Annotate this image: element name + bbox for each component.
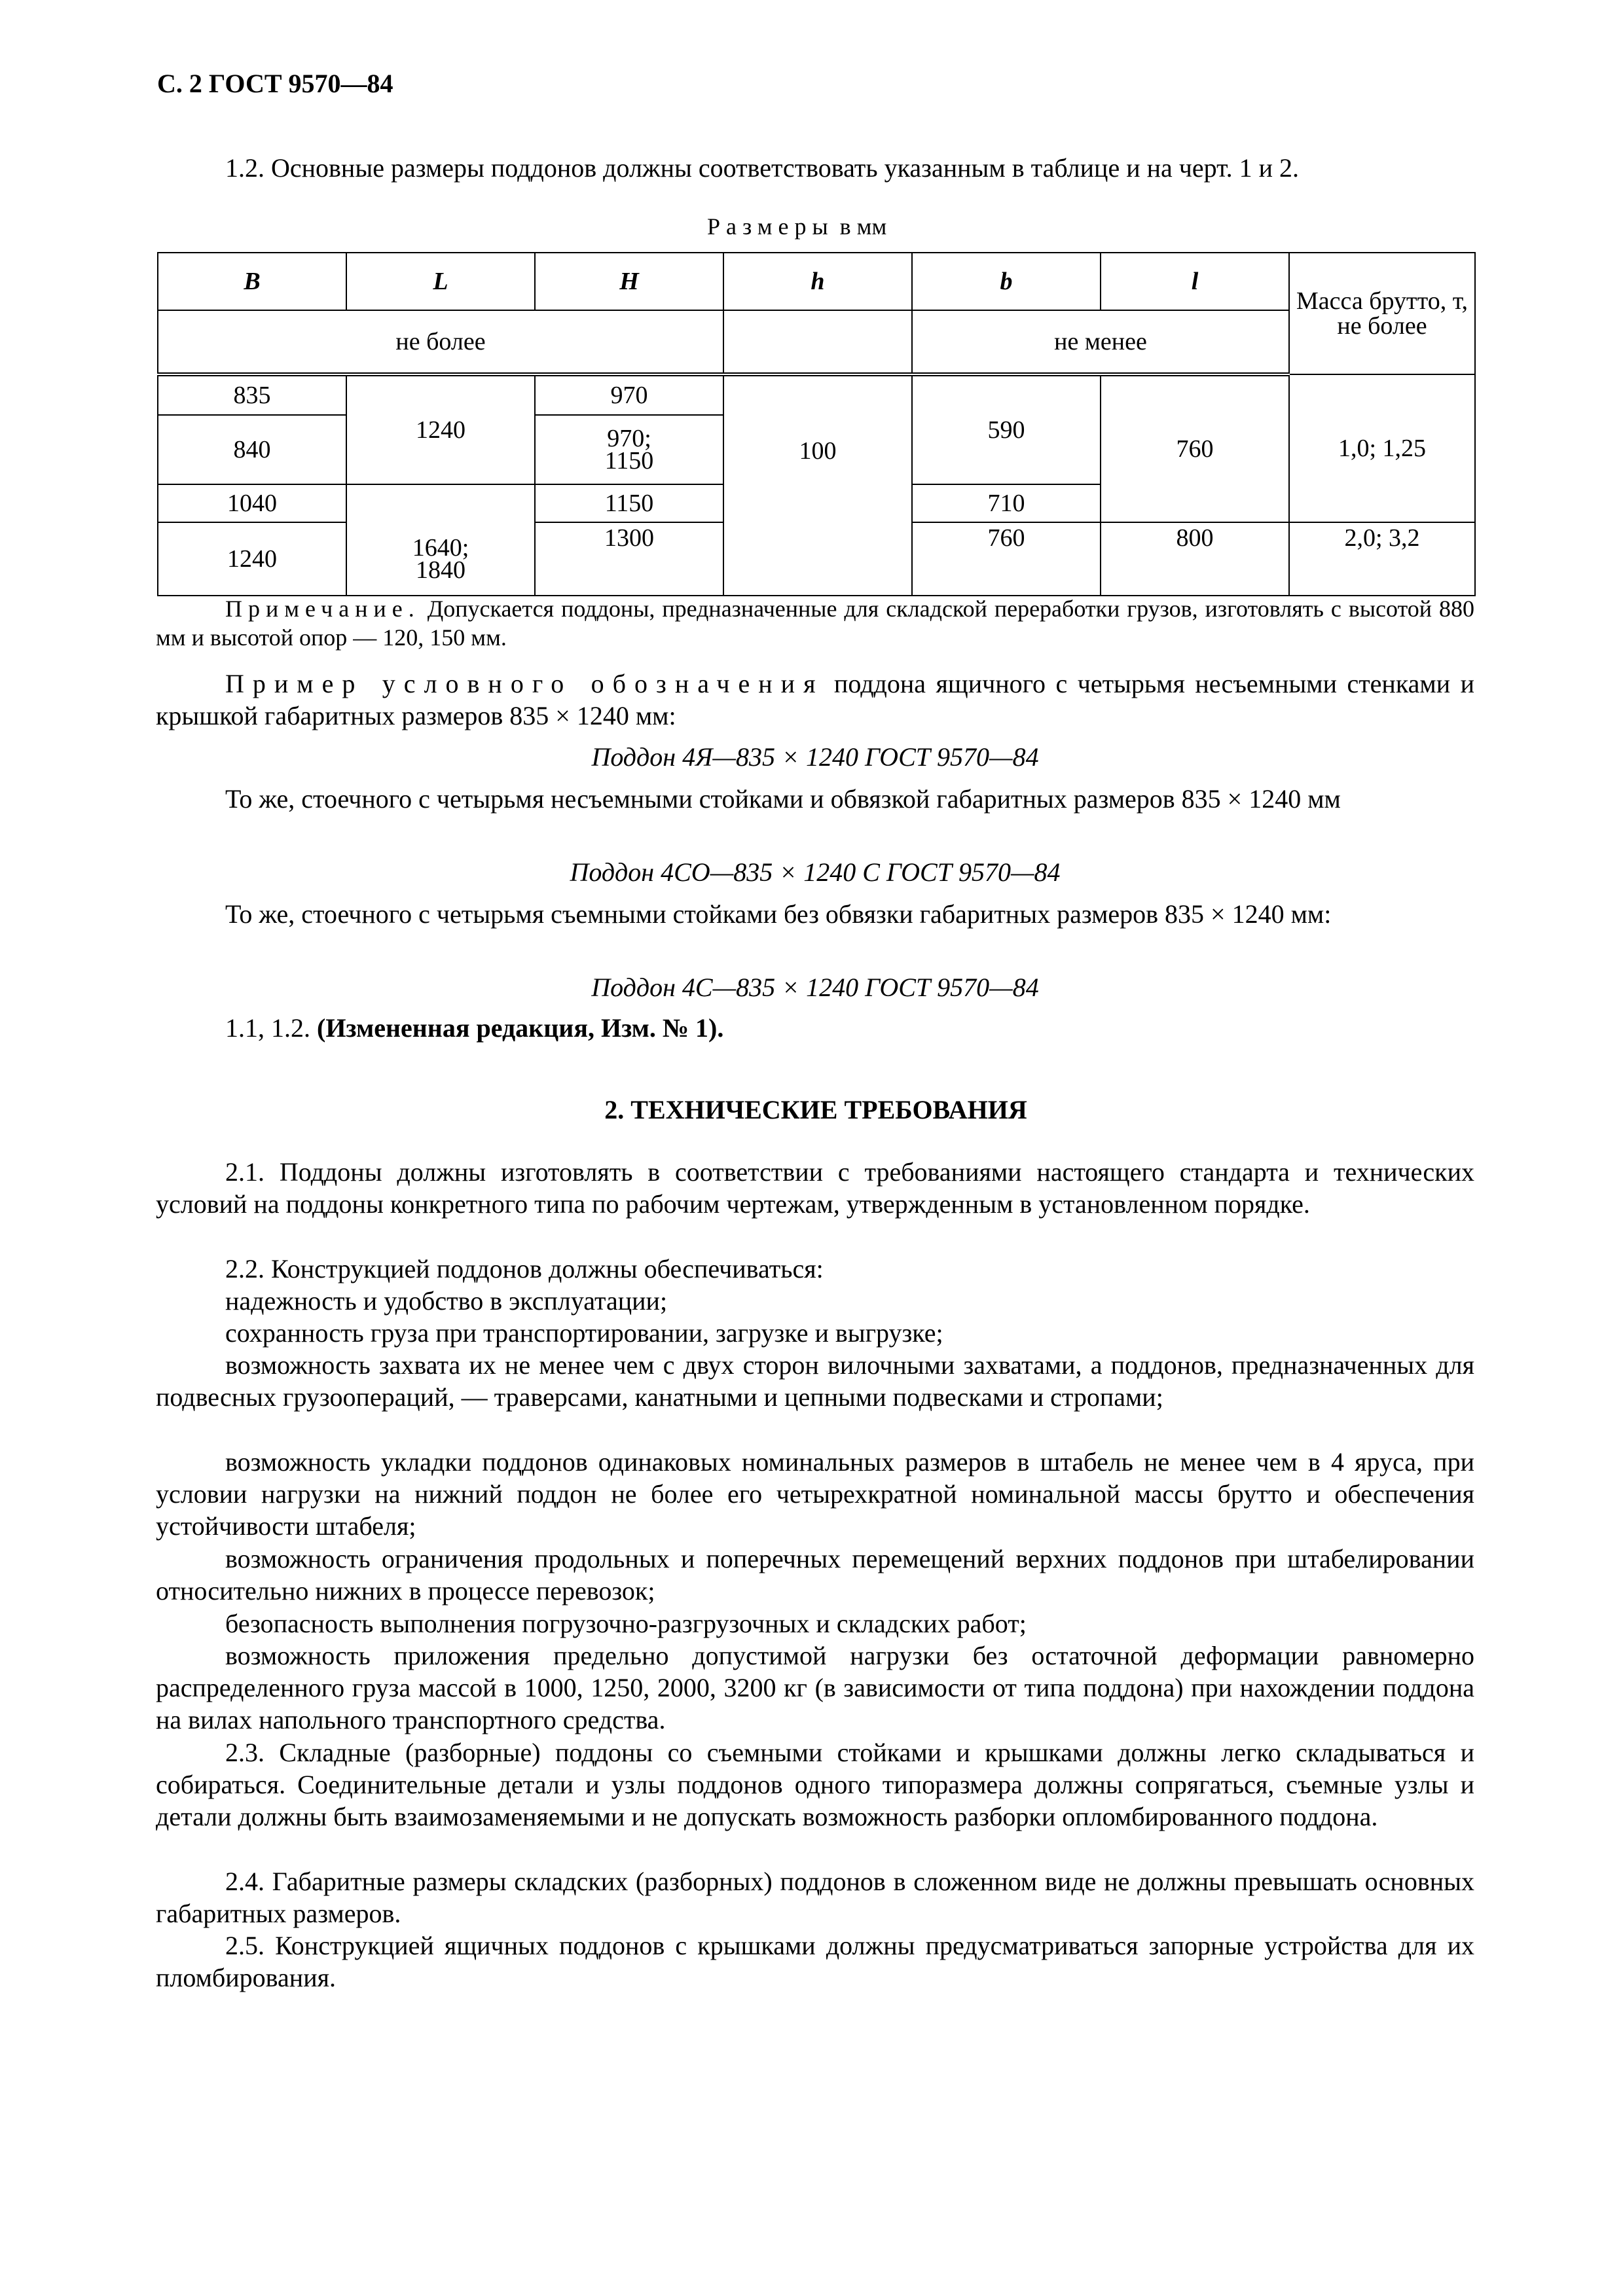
cell-L — [346, 522, 535, 596]
cell-L: 1240 — [346, 374, 535, 484]
revision-prefix: 1.1, 1.2. — [225, 1013, 317, 1043]
cell-H: 970 — [535, 374, 723, 415]
example-paragraph — [156, 668, 1474, 732]
section-title: 2. ТЕХНИЧЕСКИЕ ТРЕБОВАНИЯ — [604, 1095, 1027, 1124]
paragraph-item: надежность и удобство в эксплуатации; — [225, 1286, 668, 1316]
designation-1: Поддон 4Я—835 × 1240 ГОСТ 9570—84 — [591, 742, 1039, 772]
paragraph-2-3: 2.3. Складные (разборные) поддоны со съемными стойками и крышками должны легко складываться и собираться. Соединительные детали и узлы поддонов одного типоразмера должны сопрягаться, съемные узлы и детали должны быть взаимозаменяемыми и не допускать возможность разборки опломбированного поддона. — [156, 1738, 1474, 1831]
table-units-caption — [707, 213, 886, 240]
cell-H-multiline: 970; 1150 — [604, 425, 654, 475]
col-header-b: b — [912, 253, 1101, 310]
table-group-row — [158, 310, 1475, 374]
paragraph-2-2: 2.2. Конструкцией поддонов должны обеспечиваться: — [225, 1254, 824, 1283]
cell-h-value: 100 — [799, 437, 837, 465]
cell-B: 840 — [158, 415, 346, 484]
cell-h — [723, 374, 912, 596]
note-label: Примечание. — [225, 596, 420, 622]
cell-H: 1150 — [535, 484, 723, 522]
group-empty-cell — [723, 310, 912, 374]
intro-paragraph: 1.2. Основные размеры поддонов должны соответствовать указанным в таблице и на черт. 1 и 2. — [225, 153, 1299, 183]
units-label: Размеры — [707, 213, 834, 240]
cell-mass: 2,0; 3,2 — [1289, 522, 1475, 596]
col-header-h: h — [723, 253, 912, 310]
example-text: поддона ящичного с четырьмя несъемными стенками и крышкой габаритных размеров 835 × 1240 мм: — [156, 669, 1474, 730]
paragraph-item: безопасность выполнения погрузочно-разгрузочных и складских работ; — [225, 1609, 1027, 1638]
cell-mass: 1,0; 1,25 — [1289, 374, 1475, 522]
table-row — [158, 374, 1475, 415]
note-text: Допускается поддоны, предназначенные для складской переработки грузов, изготовлять с высотой 880 мм и высотой опор — 120, 150 мм. — [156, 596, 1474, 651]
cell-b: 760 — [912, 522, 1101, 596]
col-header-B: B — [158, 253, 346, 310]
cell-l: 760 — [1101, 374, 1289, 522]
designation-2: Поддон 4СО—835 × 1240 С ГОСТ 9570—84 — [570, 857, 1061, 887]
example-label: Пример условного обозначения — [225, 669, 824, 698]
col-header-l: l — [1101, 253, 1289, 310]
cell-L-multiline: 1640; 1840 — [412, 533, 469, 584]
example-paragraph-2: То же, стоечного с четырьмя несъемными стойками и обвязкой габаритных размеров 835 × 1240 мм — [225, 784, 1341, 814]
table-header-row — [158, 253, 1475, 310]
paragraph-item: возможность укладки поддонов одинаковых номинальных размеров в штабель не менее чем в 4 яруса, при условии нагрузки на нижний поддон не более его четырехкратной номинальной массы брутто и обеспечения устойчивости штабеля; — [156, 1447, 1474, 1541]
col-header-mass: Масса брутто, т, не более — [1289, 253, 1475, 374]
cell-L-empty — [346, 484, 535, 522]
paragraph-2-5: 2.5. Конструкцией ящичных поддонов с крышками должны предусматриваться запорные устройства для их пломбирования. — [156, 1931, 1474, 1992]
group-max-label: не более — [158, 310, 723, 374]
paragraph-item: сохранность груза при транспортировании, загрузке и выгрузке; — [225, 1318, 943, 1348]
paragraph-2-1: 2.1. Поддоны должны изготовлять в соответствии с требованиями настоящего стандарта и технических условий на поддоны конкретного типа по рабочим чертежам, утвержденным в установленном порядке. — [156, 1157, 1474, 1219]
cell-H: 1300 — [535, 522, 723, 596]
col-header-L: L — [346, 253, 535, 310]
cell-B: 1040 — [158, 484, 346, 522]
paragraph-2-4: 2.4. Габаритные размеры складских (разборных) поддонов в сложенном виде не должны превышать основных габаритных размеров. — [156, 1867, 1474, 1928]
example-paragraph-3: То же, стоечного с четырьмя съемными стойками без обвязки габаритных размеров 835 × 1240 мм: — [225, 899, 1332, 929]
cell-b: 590 — [912, 374, 1101, 484]
designation-3: Поддон 4С—835 × 1240 ГОСТ 9570—84 — [591, 973, 1039, 1002]
dimensions-table — [157, 252, 1476, 596]
col-header-H: H — [535, 253, 723, 310]
paragraph-item: возможность ограничения продольных и поперечных перемещений верхних поддонов при штабелировании относительно нижних в процессе перевозок; — [156, 1544, 1474, 1605]
revision-bold: (Измененная редакция, Изм. № 1). — [317, 1013, 724, 1043]
cell-B: 835 — [158, 374, 346, 415]
revision-note — [156, 1012, 1474, 1044]
group-min-label: не менее — [912, 310, 1289, 374]
paragraph-item: возможность захвата их не менее чем с двух сторон вилочными захватами, а поддонов, предназначенных для подвесных грузоопераций, — траверсами, канатными и цепными подвесками и стропами; — [156, 1350, 1474, 1412]
cell-B: 1240 — [158, 522, 346, 596]
cell-H — [535, 415, 723, 484]
paragraph-item: возможность приложения предельно допустимой нагрузки без остаточной деформации равномерно распределенного груза массой в 1000, 1250, 2000, 3200 кг (в зависимости от типа поддона) при нахождении поддона на вилах напольного транспортного средства. — [156, 1641, 1474, 1734]
cell-b: 710 — [912, 484, 1101, 522]
cell-l: 800 — [1101, 522, 1289, 596]
units-unit: в мм — [833, 213, 887, 240]
table-note — [156, 594, 1474, 652]
page-header: С. 2 ГОСТ 9570—84 — [157, 69, 393, 98]
